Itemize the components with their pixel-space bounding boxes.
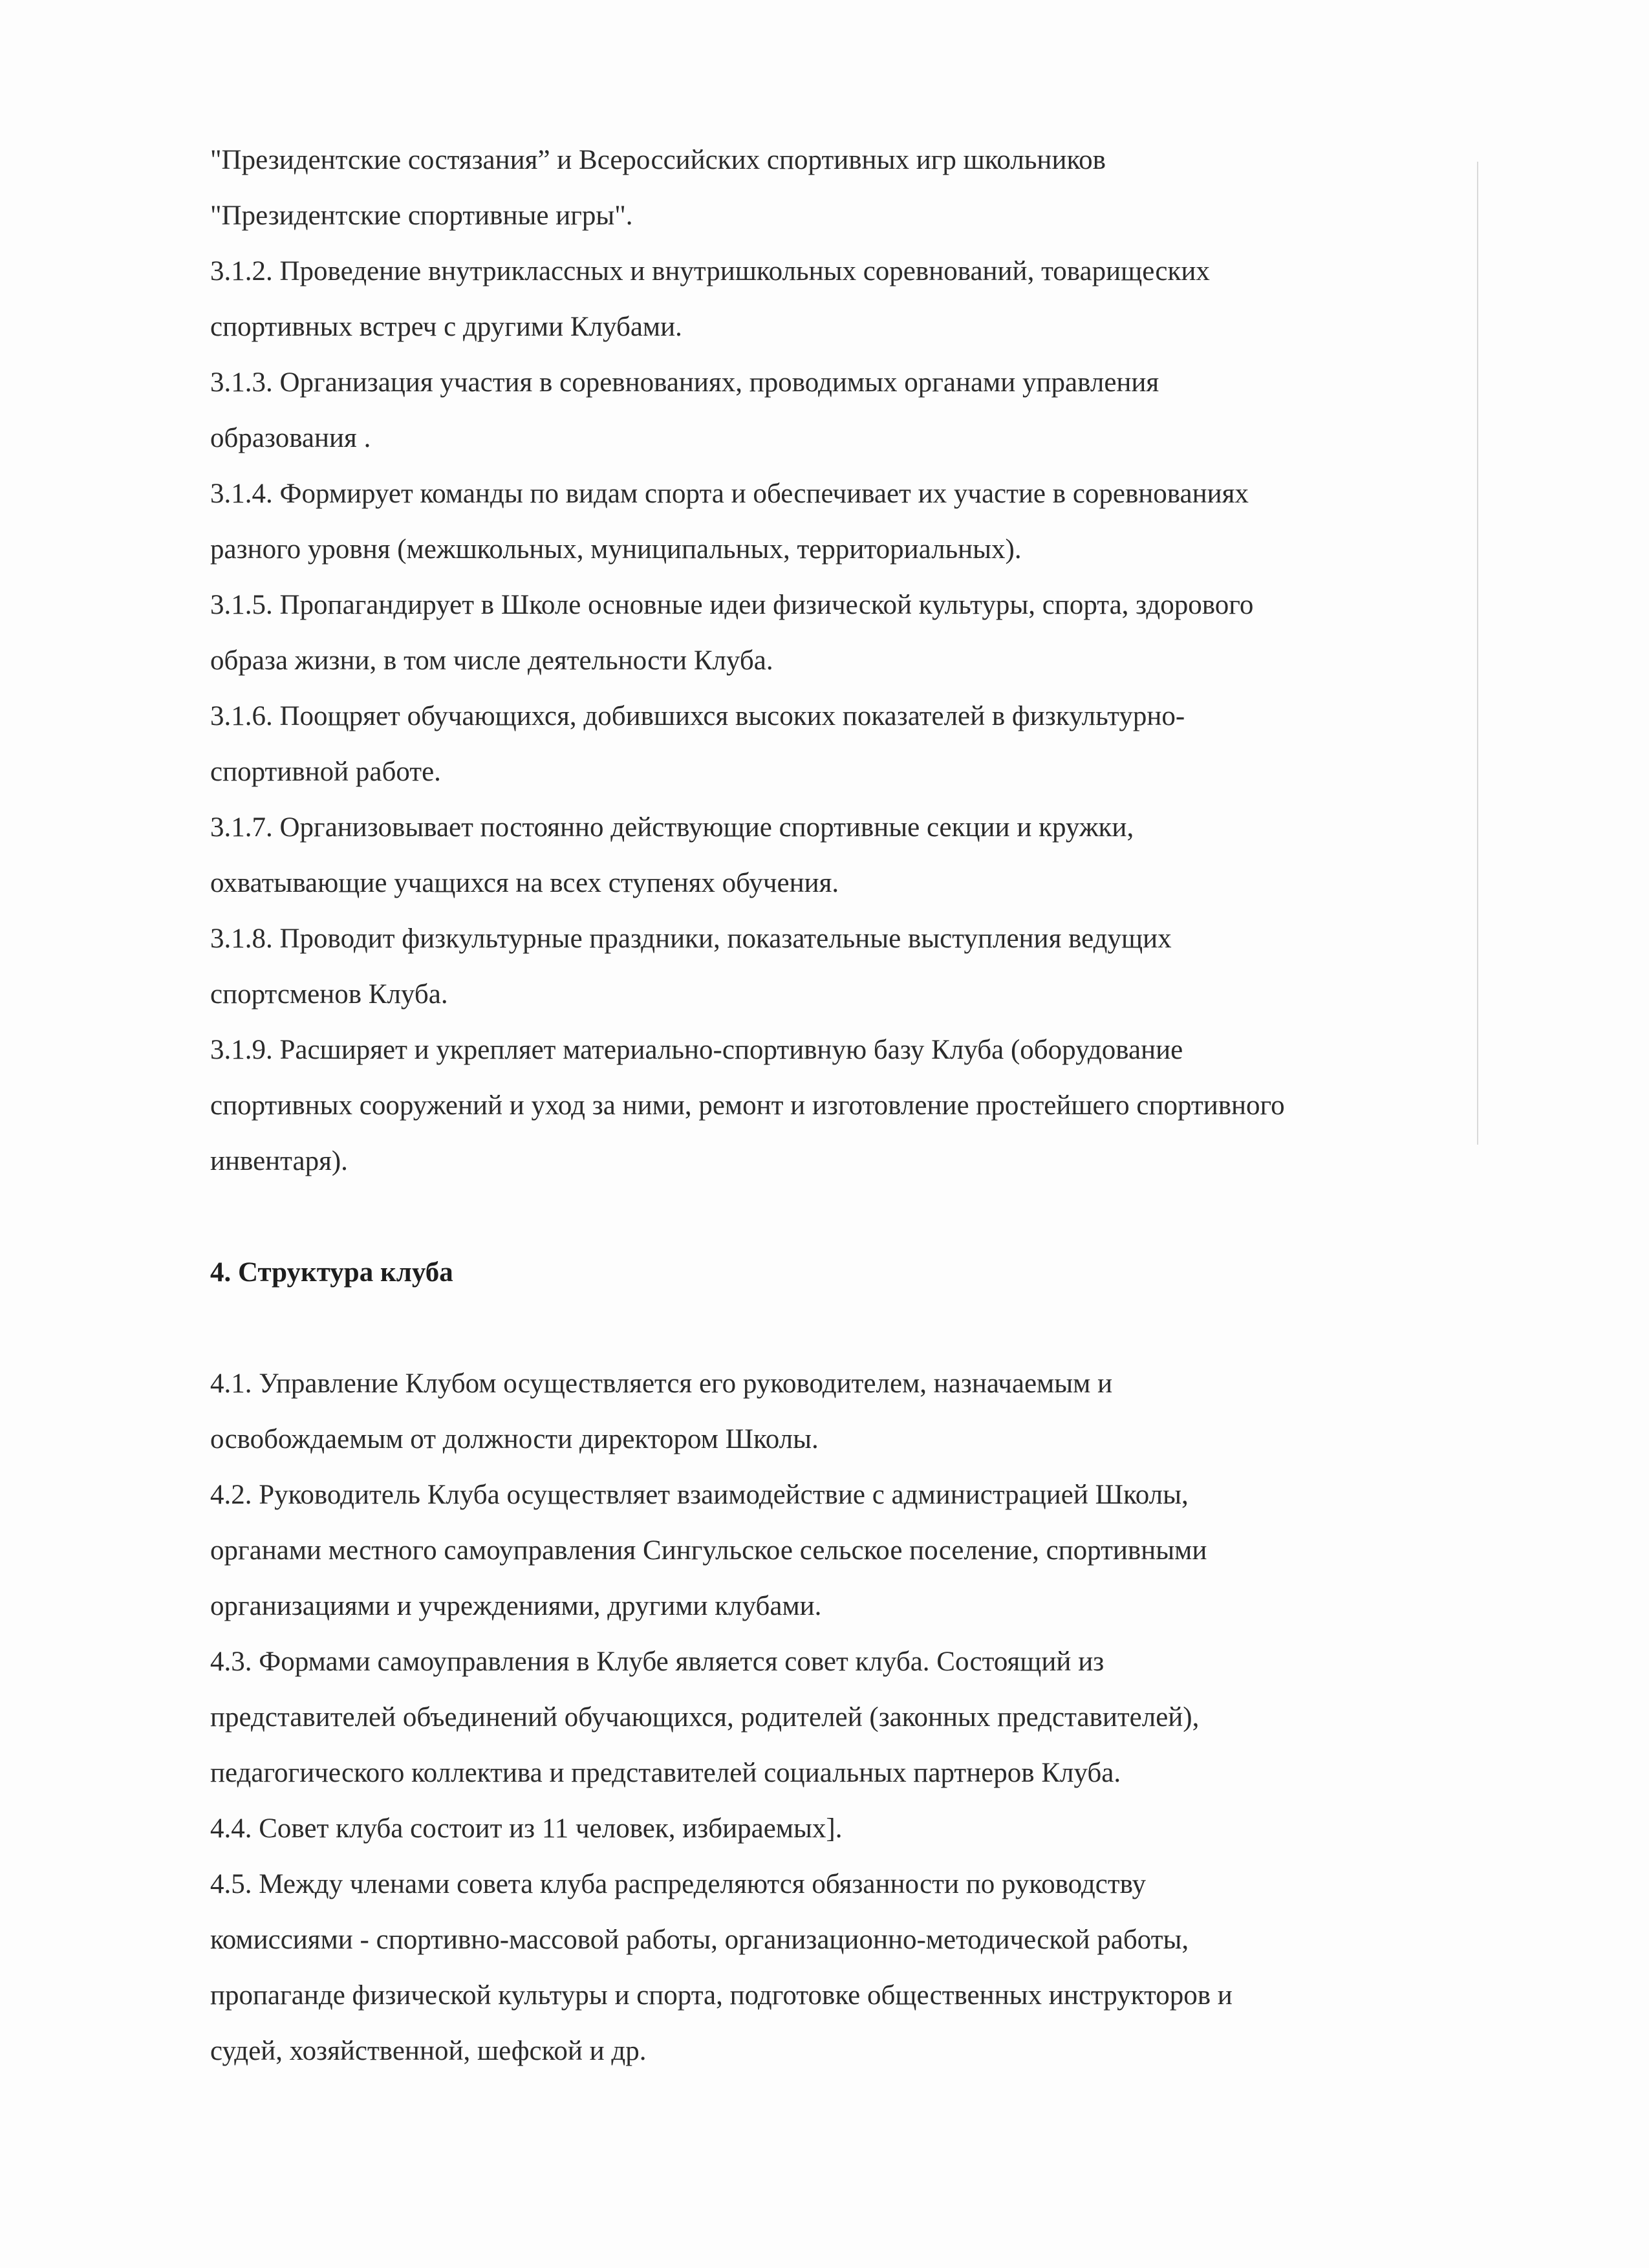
spacer [210, 1301, 1510, 1356]
text-line: 3.1.9. Расширяет и укрепляет материально-спортивную базу Клуба (оборудование [210, 1035, 1183, 1065]
text-line: "Президентские спортивные игры". [210, 200, 633, 231]
text-line: органами местного самоуправления Сингульское сельское поселение, спортивными [210, 1535, 1207, 1566]
text-line: 4.5. Между членами совета клуба распределяются обязанности по руководству [210, 1869, 1146, 1899]
text-line: 3.1.8. Проводит физкультурные праздники, показательные выступления ведущих [210, 923, 1172, 954]
document-body [210, 133, 1510, 2079]
text-line: спортсменов Клуба. [210, 979, 448, 1010]
spacer [210, 1189, 1510, 1245]
text-line: спортивных встреч с другими Клубами. [210, 312, 682, 342]
text-line: образа жизни, в том числе деятельности Клуба. [210, 645, 773, 676]
text-line: комиссиями - спортивно-массовой работы, организационно-методической работы, [210, 1925, 1189, 1955]
text-line: педагогического коллектива и представителей социальных партнеров Клуба. [210, 1758, 1121, 1788]
text-line: представителей объединений обучающихся, родителей (законных представителей), [210, 1702, 1200, 1733]
text-line: спортивной работе. [210, 757, 441, 787]
text-line: организациями и учреждениями, другими клубами. [210, 1591, 822, 1621]
text-line: инвентаря). [210, 1146, 348, 1176]
text-line: спортивных сооружений и уход за ними, ремонт и изготовление простейшего спортивного [210, 1090, 1285, 1121]
text-line: охватывающие учащихся на всех ступенях обучения. [210, 868, 839, 898]
section-3-list [210, 133, 1510, 1189]
text-line: 3.1.7. Организовывает постоянно действующие спортивные секции и кружки, [210, 812, 1134, 843]
text-line: 3.1.5. Пропагандирует в Школе основные идеи физической культуры, спорта, здорового [210, 590, 1254, 620]
text-line: освобождаемым от должности директором Школы. [210, 1424, 819, 1454]
section-4-list [210, 1356, 1510, 2079]
text-line: 4.1. Управление Клубом осуществляется его руководителем, назначаемым и [210, 1368, 1113, 1399]
text-line: 3.1.4. Формирует команды по видам спорта и обеспечивает их участие в соревнованиях [210, 479, 1249, 509]
text-line: разного уровня (межшкольных, муниципальных, территориальных). [210, 534, 1022, 565]
text-line: 3.1.6. Поощряет обучающихся, добившихся высоких показателей в физкультурно- [210, 701, 1185, 731]
text-line: образования . [210, 423, 371, 453]
text-line: 4.4. Совет клуба состоит из 11 человек, избираемых]. [210, 1813, 843, 1844]
section-4-heading: 4. Структура клуба [210, 1257, 453, 1288]
text-line: судей, хозяйственной, шефской и др. [210, 2036, 647, 2066]
text-line: 4.2. Руководитель Клуба осуществляет взаимодействие с администрацией Школы, [210, 1480, 1189, 1510]
text-line: 3.1.3. Организация участия в соревнованиях, проводимых органами управления [210, 367, 1159, 398]
text-line: "Президентские состязания” и Всероссийских спортивных игр школьников [210, 145, 1106, 175]
text-line: 3.1.2. Проведение внутриклассных и внутришкольных соревнований, товарищеских [210, 256, 1210, 286]
text-line: 4.3. Формами самоуправления в Клубе является совет клуба. Состоящий из [210, 1647, 1105, 1677]
text-line: пропаганде физической культуры и спорта, подготовке общественных инструкторов и [210, 1980, 1233, 2011]
